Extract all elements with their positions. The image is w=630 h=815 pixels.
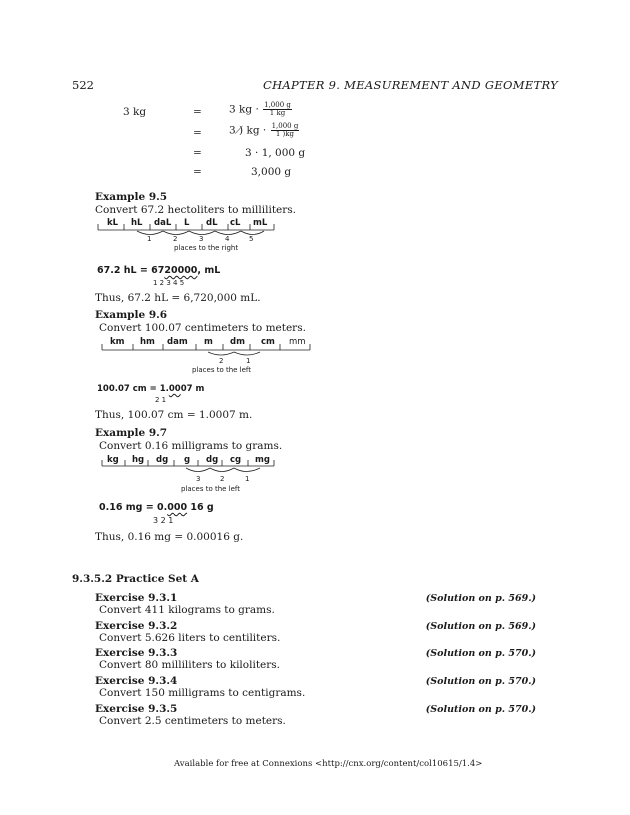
exercise-text: Convert 411 kilograms to grams. [99,604,275,616]
exercise-label: Exercise 9.3.4 [95,675,178,687]
unit-label: hg [132,455,145,465]
unit-label: dm [230,337,245,347]
ruler-arcs [208,352,260,355]
step-number: 3 [199,235,204,243]
step-number: 2 [219,357,224,365]
digit-counts: 2 1 [155,396,167,404]
exercise-label: Exercise 9.3.5 [95,703,178,715]
unit-label: km [110,337,125,347]
exercise-text: Convert 80 milliliters to kiloliters. [99,659,280,671]
solution-link[interactable]: (Solution on p. 569.) [425,593,536,604]
unit-label: cm [261,337,275,347]
step-number: 3 [196,475,201,483]
exercise-label: Exercise 9.3.3 [95,647,178,659]
moved-digits: 20000 [164,265,198,276]
work-line-9-6: 100.07 cm = 1.0007 m [97,384,205,394]
example-9-7-result: Thus, 0.16 mg = 0.00016 g. [95,531,244,543]
fraction: $\frac{1,000 g}{1 )kg}$ [271,122,299,138]
exercise-text: Convert 5.626 liters to centiliters. [99,632,281,644]
unit-label: cL [230,218,241,228]
footer-link[interactable]: Available for free at Connexions <http://cnx.org/content/col10615/1.4> [174,759,483,769]
moved-digits: 000 [167,502,188,513]
example-9-5-title: Example 9.5 [95,191,168,203]
unit-label: m [204,337,213,347]
unit-label: kL [107,218,119,228]
example-9-6-title: Example 9.6 [95,309,168,321]
solution-link[interactable]: (Solution on p. 570.) [425,648,536,659]
unit-label: dam [167,337,188,347]
unit-label: hm [140,337,155,347]
section-title: 9.3.5.2 Practice Set A [72,573,199,585]
example-9-6-prompt: Convert 100.07 centimeters to meters. [99,322,306,334]
step-number: 2 [220,475,225,483]
example-9-7-prompt: Convert 0.16 milligrams to grams. [99,440,283,452]
digit-counts: 1 2 3 4 5 [153,279,185,287]
ruler-arcs [137,231,264,235]
unit-label: dg [206,455,219,465]
unit-label: g [184,455,191,465]
example-9-5-result: Thus, 67.2 hL = 6,720,000 mL. [95,292,261,304]
ruler-caption: places to the left [192,366,252,374]
step-number: 5 [249,235,254,243]
unit-label: kg [107,455,119,465]
unit-label: cg [230,455,242,465]
step-number: 4 [225,235,230,243]
step-number: 1 [246,357,251,365]
step-number: 1 [147,235,152,243]
example-9-6-result: Thus, 100.07 cm = 1.0007 m. [95,409,253,421]
exercise-text: Convert 150 milligrams to centigrams. [99,687,306,699]
example-9-7-title: Example 9.7 [95,427,168,439]
equation-row-3: 3 · 1, 000 g [245,147,306,159]
solution-link[interactable]: (Solution on p. 570.) [425,704,536,715]
digit-counts: 3 2 1 [153,516,174,525]
step-number: 1 [245,475,250,483]
ruler-arcs [186,468,260,472]
unit-label: daL [154,218,172,228]
equation-row-1: 3 kg · $\frac{1,000 g}{1 kg}$ [229,101,291,117]
unit-label: L [184,218,190,228]
exercise-text: Convert 2.5 centimeters to meters. [99,715,286,727]
unit-label: mL [253,218,268,228]
work-line-9-5: 67.2 hL = 6720000, mL [97,265,221,276]
moved-digits: 00 [168,384,181,394]
exercise-label: Exercise 9.3.1 [95,592,178,604]
chapter-title: CHAPTER 9. MEASUREMENT AND GEOMETRY [262,78,558,92]
equals-sign: = [193,166,202,178]
unit-label: mm [289,337,306,347]
unit-label: dL [206,218,218,228]
page-number: 522 [72,78,94,92]
solution-link[interactable]: (Solution on p. 570.) [425,676,536,687]
equals-sign: = [193,127,202,139]
exercise-label: Exercise 9.3.2 [95,620,178,632]
unit-label: hL [131,218,143,228]
equation-lhs: 3 kg [123,106,147,118]
example-9-5-prompt: Convert 67.2 hectoliters to milliliters. [95,204,297,216]
unit-label: dg [156,455,169,465]
fraction: $\frac{1,000 g}{1 kg}$ [264,101,291,117]
equals-sign: = [193,106,202,118]
ruler-caption: places to the right [174,244,239,252]
step-number: 2 [173,235,178,243]
work-line-9-7: 0.16 mg = 0.000 16 g [99,502,214,513]
equals-sign: = [193,147,202,159]
equation-row-2: 3 )̸ kg · $\frac{1,000 g}{1 )kg}$ [229,122,299,138]
equation-row-4: 3,000 g [251,166,292,178]
solution-link[interactable]: (Solution on p. 569.) [425,621,536,632]
unit-label: mg [255,455,270,465]
ruler-caption: places to the left [181,485,241,493]
